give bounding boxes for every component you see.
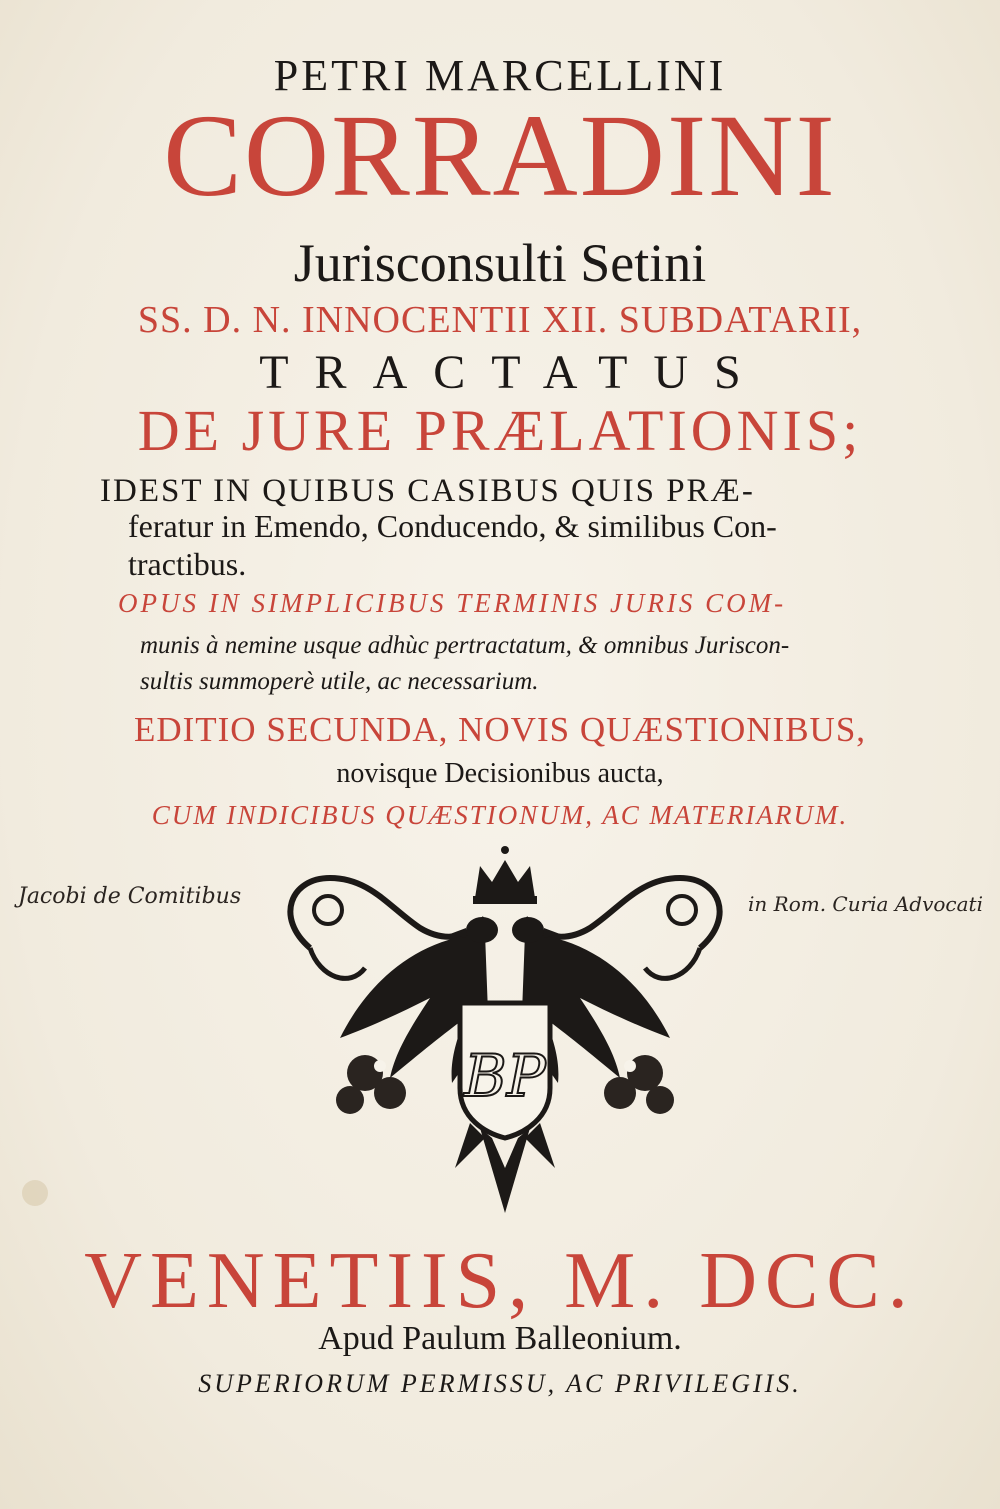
author-title: Jurisconsulti Setini [293,233,707,293]
printer-device-eagle-emblem [270,838,740,1218]
subtitle-line-1: IDEST IN QUIBUS CASIBUS QUIS PRÆ- [100,473,755,509]
work-type: TRACTATUS [259,346,767,399]
imprint-printer: Apud Paulum Balleonium. [318,1320,682,1357]
monogram-text: BP [464,1042,546,1110]
opus-line-3: sultis summoperè utile, ac necessarium. [140,668,539,695]
subtitle-line-3: tractibus. [128,546,247,582]
imprint-privilege: SUPERIORUM PERMISSU, AC PRIVILEGIIS. [198,1369,802,1398]
opus-line-2: munis à nemine usque adhùc pertractatum, & omnibus Juriscon- [140,632,790,659]
foxing-spot [22,1180,48,1206]
author-first-names: PETRI MARCELLINI [273,51,727,100]
edition-statement: EDITIO SECUNDA, NOVIS QUÆSTIONIBUS, [133,710,867,749]
crown-icon [473,846,537,904]
subtitle-line-2: feratur in Emendo, Conducendo, & similibus Con- [128,508,777,544]
ownership-inscription-left: Jacobi de Comitibus [18,884,242,909]
ownership-inscription-right: in Rom. Curia Advocati [748,892,983,916]
indices-line: CUM INDICIBUS QUÆSTIONUM, AC MATERIARUM. [151,800,849,830]
edition-subline: novisque Decisionibus aucta, [336,758,664,789]
monogram-shield [460,1003,550,1138]
imprint-place-date: VENETIIS, M. DCC. [84,1237,916,1325]
opus-line-1: OPUS IN SIMPLICIBUS TERMINIS JURIS COM- [118,588,787,618]
author-office: SS. D. N. INNOCENTII XII. SUBDATARII, [137,299,863,341]
author-surname: CORRADINI [163,90,837,221]
work-title: DE JURE PRÆLATIONIS; [137,398,863,463]
